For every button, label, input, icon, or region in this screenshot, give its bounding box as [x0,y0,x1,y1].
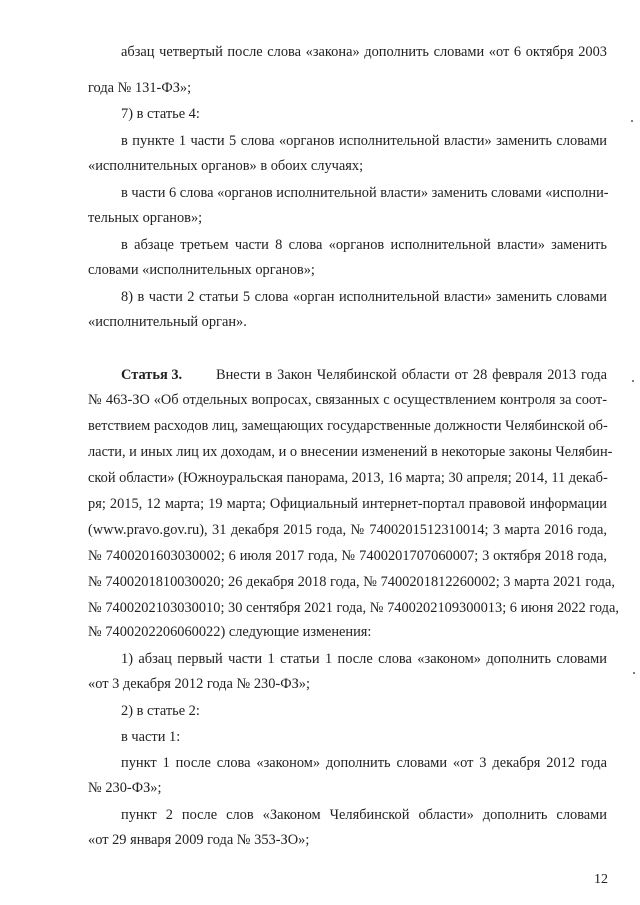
text-line: ской области» (Южноуральская панорама, 2013, 16 марта; 30 апреля; 2014, 11 декаб- [88,470,608,486]
text-line: № 7400202206060022) следующие изменения: [88,624,372,640]
text-line: «исполнительных органов» в обоих случаях; [88,158,364,174]
text-line: № 230-ФЗ»; [88,780,162,796]
page-number: 12 [594,872,608,887]
text-line: 7) в статье 4: [121,106,200,122]
text-line: 8) в части 2 статьи 5 слова «орган исполнительной власти» заменить словами [121,289,607,305]
text-line: «от 29 января 2009 года № 353-ЗО»; [88,832,310,848]
text-line: № 7400202103030010; 30 сентября 2021 года, № 7400202109300013; 6 июня 2022 года, [88,600,619,616]
text-line: «от 3 декабря 2012 года № 230-ФЗ»; [88,676,310,692]
text-line: 2) в статье 2: [121,703,200,719]
text-line: словами «исполнительных органов»; [88,262,315,278]
scan-speck [631,120,633,122]
text-line: «исполнительный орган». [88,314,247,330]
text-line: ветствием расходов лиц, замещающих государственные должности Челябинской об- [88,418,608,434]
text-line: в части 6 слова «органов исполнительной власти» заменить словами «исполни- [121,185,609,201]
text-line: ря; 2015, 12 марта; 19 марта; Официальный интернет-портал правовой информации [88,496,607,512]
text-line: в части 1: [121,729,181,745]
text-line: № 7400201810030020; 26 декабря 2018 года, № 7400201812260002; 3 марта 2021 года, [88,574,615,590]
scan-speck [633,672,635,674]
text-line: года № 131-ФЗ»; [88,80,192,96]
text-line: (www.pravo.gov.ru), 31 декабря 2015 года, № 7400201512310014; 3 марта 2016 года, [88,522,607,538]
text-line: ласти, и иных лиц их доходам, и о внесении изменений в некоторые законы Челябин- [88,444,613,460]
scan-speck [632,380,634,382]
text-line: тельных органов»; [88,210,203,226]
article-label: Статья 3. [121,367,183,383]
text-line: абзац четвертый после слова «закона» дополнить словами «от 6 октября 2003 [121,44,607,60]
text-line: в абзаце третьем части 8 слова «органов исполнительной власти» заменить [121,237,607,253]
text-line: Внести в Закон Челябинской области от 28 февраля 2013 года [216,367,607,383]
text-line: № 7400201603030002; 6 июля 2017 года, № 7400201707060007; 3 октября 2018 года, [88,548,607,564]
text-line: в пункте 1 части 5 слова «органов исполнительной власти» заменить словами [121,133,607,149]
text-line: пункт 2 после слов «Законом Челябинской области» дополнить словами [121,807,607,823]
text-line: № 463-ЗО «Об отдельных вопросах, связанных с осуществлением контроля за соот- [88,392,607,408]
text-line: пункт 1 после слова «законом» дополнить словами «от 3 декабря 2012 года [121,755,607,771]
text-line: 1) абзац первый части 1 статьи 1 после слова «законом» дополнить словами [121,651,607,667]
